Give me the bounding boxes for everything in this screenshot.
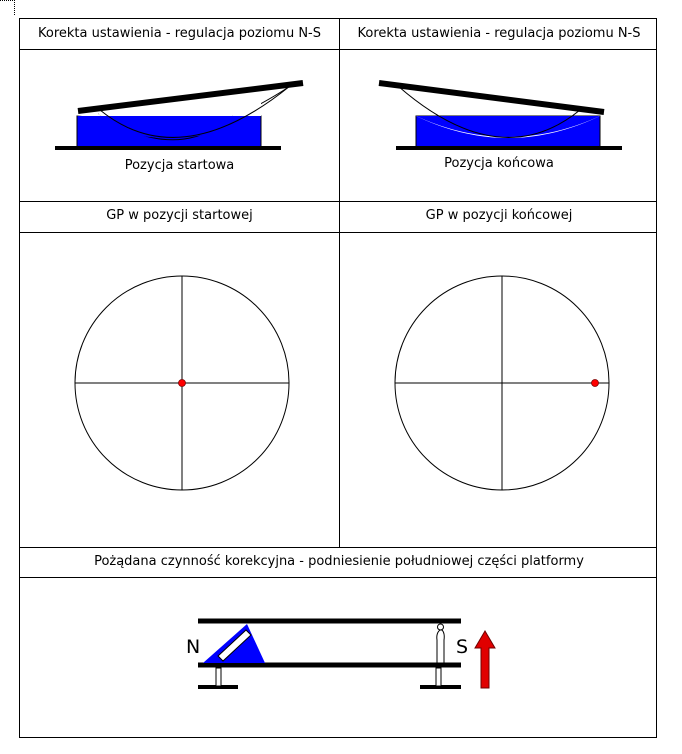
adjuster-knob <box>438 624 444 630</box>
gp-start-scope <box>20 233 339 547</box>
gp-label-end: GP w pozycji końcowej <box>425 208 573 223</box>
tilted-bar <box>78 83 303 111</box>
gp-label-start: GP w pozycji startowej <box>106 208 253 223</box>
gp-dot <box>592 380 599 387</box>
gp-dot <box>179 380 186 387</box>
support-left <box>216 668 221 686</box>
tilted-bar <box>379 83 604 112</box>
action-title: Pożądana czynność korekcyjna - podniesienie południowej części platformy <box>94 554 584 569</box>
adjuster-screw <box>437 630 444 663</box>
raise-arrow-icon <box>475 631 495 688</box>
start-position-drawing <box>20 50 339 201</box>
correction-drawing <box>20 578 658 738</box>
caption-start: Pozycja startowa <box>124 158 235 173</box>
header-left: Korekta ustawienia - regulacja poziomu N-S <box>38 26 321 41</box>
gp-end-scope <box>340 233 658 547</box>
corner-selection-mark <box>0 0 15 15</box>
header-right: Korekta ustawienia - regulacja poziomu N-S <box>357 26 641 41</box>
diagram-frame <box>19 18 657 738</box>
label-north: N <box>186 636 201 658</box>
support-right <box>436 668 441 686</box>
caption-end: Pozycja końcowa <box>444 156 554 171</box>
label-south: S <box>456 636 469 658</box>
end-position-drawing <box>340 50 658 201</box>
